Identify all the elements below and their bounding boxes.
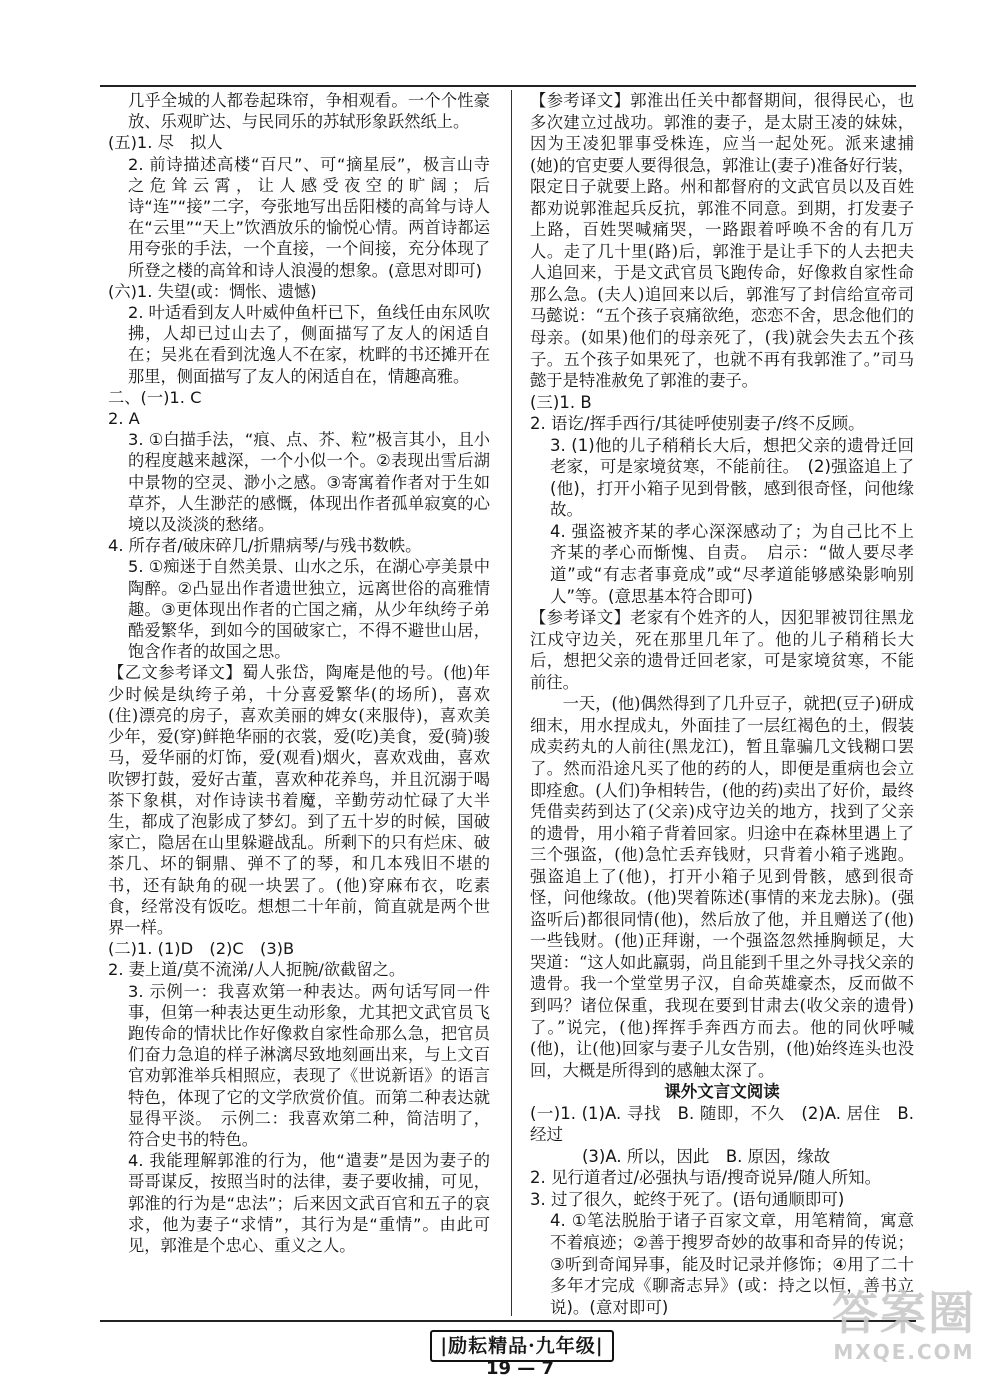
page-number: 19 — 7 [485,1358,555,1379]
left-paragraph: 4. 所存者/破床碎几/折鼎病琴/与残书数帙。 [108,536,422,556]
right-paragraph: 2. 见行道者过/必强执与语/搜奇说异/随人所知。 [530,1168,882,1188]
column-divider [511,90,512,1316]
right-paragraph: 【参考译文】郭淮出任关中都督期间，很得民心，也多次建立过战功。郭淮的妻子，是太尉王凌的妹妹，因为王凌犯罪事受株连，应当一起处死。派来逮捕(她)的官吏要人要得很急，郭淮让(妻子)准备好行装，限定日子就要上路。州和都督府的文武官员以及百姓都劝说郭淮起兵反抗，郭淮不同意。到期，打发妻子上路，百姓哭喊痛哭，一路跟着呼唤不舍的有几万人。走了几十里(路)后，郭淮于是让手下的人去把夫人追回来，于是文武官员飞跑传命，好像救自家性命那么急。(夫人)追回来以后，郭淮写了封信给宣帝司马懿说：“五个孩子哀痛欲绝，恋恋不舍，思念他们的母亲。(如果)他们的母亲死了，(我)就会失去五个孩子。五个孩子如果死了，也就不再有我郭淮了。”司马懿于是特准赦免了郭淮的妻子。 [530,91,914,391]
right-paragraph: (3)A. 所以，因此 B. 原因，缘故 [582,1146,831,1166]
right-paragraph: 3. 过了很久，蛇终于死了。(语句通顺即可) [530,1189,845,1209]
left-paragraph: 几乎全城的人都卷起珠帘，争相观看。一个个性豪放、乐观旷达、与民同乐的苏轼形象跃然纸上。 [128,91,490,132]
watermark-text: 答案圈 [832,1286,976,1340]
right-column [530,90,914,1318]
right-paragraph: (三)1. B [530,392,592,412]
right-paragraph: 【参考译文】老家有个姓齐的人，因犯罪被罚往黑龙江戍守边关，死在那里几年了。他的儿子稍稍长大后，想把父亲的遗骨迁回老家，可是家境贫寒，不能前往。 [530,608,914,692]
left-paragraph: 【乙文参考译文】蜀人张岱，陶庵是他的号。(他)年少时候是纨绔子弟，十分喜爱繁华(的场所)，喜欢(住)漂亮的房子，喜欢美丽的婢女(来服侍)，喜欢美少年，爱(穿)鲜艳华丽的衣裳，爱(吃)美食，爱(骑)骏马，爱华丽的灯饰，爱(观看)烟火，喜欢戏曲，喜欢吹锣打鼓，爱好古董，喜欢种花养鸟，并且沉溺于喝茶下象棋，对作诗读书着魔，辛勤劳动忙碌了大半生，都成了泡影成了梦幻。到了五十岁的时候，国破家亡，隐居在山里躲避战乱。所剩下的只有烂床、破茶几、坏的铜鼎、弹不了的琴，和几本残旧不堪的书，还有缺角的砚一块罢了。(他)穿麻布衣，吃素食，经常没有饭吃。想想二十年前，简直就是两个世界一样。 [108,663,490,937]
left-column [108,90,490,1256]
left-paragraph: 二、(一)1. C [108,387,202,407]
bottom-rule [100,1320,916,1322]
right-paragraph: (一)1. (1)A. 寻找 B. 随即，不久 (2)A. 居住 B. 经过 [530,1103,914,1145]
left-paragraph: 2. A [108,409,140,429]
watermark-logo [808,1286,1000,1386]
left-paragraph: 5. ①痴迷于自然美景、山水之乐，在湖心亭美景中陶醉。②凸显出作者遗世独立，远离世俗的高雅情趣。③更体现出作者的亡国之痛，从少年纨绔子弟酷爱繁华，到如今的国破家亡，不得不避世山居，饱含作者的故国之思。 [128,557,490,662]
right-paragraph: 3. (1)他的儿子稍稍长大后，想把父亲的遗骨迁回老家，可是家境贫寒，不能前往。 (2)强盗追上了(他)，打开小箱子见到骨骸，感到很奇怪，问他缘故。 [550,435,914,520]
left-paragraph: (二)1. (1)D (2)C (3)B [108,939,295,959]
left-paragraph: (六)1. 失望(或：惆怅、遗憾) [108,281,317,301]
right-paragraph: 4. ①笔法脱胎于诸子百家文章，用笔精简，寓意不着痕迹；②善于搜罗奇妙的故事和奇异的传说；③听到奇闻异事，能及时记录并修饰；④用了二十多年才完成《聊斋志异》(或：持之以恒，善书立说)。(意对即可) [550,1211,914,1317]
left-paragraph: 4. 我能理解郭淮的行为，他“遣妻”是因为妻子的哥哥谋反，按照当时的法律，妻子要收捕，可见，郭淮的行为是“忠法”；后来因文武百官和五子的哀求，他为妻子“求情”，其行为是“重情”。由此可见，郭淮是个忠心、重义之人。 [128,1151,490,1255]
footer-brand: |励耘精品·九年级| [430,1330,614,1362]
right-paragraph: 课外文言文阅读 [664,1082,780,1102]
right-paragraph: 2. 语讫/挥手西行/其徒呼使别妻子/终不反顾。 [530,414,865,434]
right-paragraph: 一天，(他)偶然得到了几升豆子，就把(豆子)研成细末，用水捏成丸，外面挂了一层红褐色的土，假装成卖药丸的人前往(黑龙江)，暂且靠骗几文钱糊口罢了。然而沿途凡买了他的药的人，即便是重病也会立即痊愈。(人们)争相转告，(他的药)卖出了好价，最终凭借卖药到达了(父亲)戍守边关的地方，找到了父亲的遗骨，用小箱子背着回家。归途中在森林里遇上了三个强盗，(他)急忙丢弃钱财，只背着小箱子逃跑。强盗追上了(他)，打开小箱子见到骨骸，感到很奇怪，问他缘故。(他)哭着陈述(事情的来龙去脉)。(强盗听后)都很同情(他)，然后放了他，并且赠送了(他)一些钱财。(他)正拜谢，一个强盗忽然捶胸顿足，大哭道：“这人如此羸弱，尚且能到千里之外寻找父亲的遗骨。我一个堂堂男子汉，自命英雄豪杰，反而做不到吗？诸位保重，我现在要到甘肃去(收父亲的遗骨)了。”说完，(他)挥挥手奔西方而去。他的同伙呼喊(他)，让(他)回家与妻子儿女告别，(他)始终连头也没回，大概是所得到的感触太深了。 [530,694,914,1080]
left-paragraph: 2. 前诗描述高楼“百尺”、可“摘星辰”，极言山寺之危耸云霄，让人感受夜空的旷阔；后诗“连”“接”二字，夸张地写出岳阳楼的高耸与诗人在“云里”“天上”饮酒放乐的愉悦心情。两首诗都运用夸张的手法，一个直接，一个间接，充分体现了所登之楼的高耸和诗人浪漫的想象。(意思对即可) [128,154,490,280]
left-paragraph: (五)1. 尽 拟人 [108,133,223,153]
right-paragraph: 4. 强盗被齐某的孝心深深感动了；为自己比不上齐某的孝心而惭愧、自责。 启示：“做人要尽孝道”或“有志者事竟成”或“尽孝道能够感染影响别人”等。(意思基本符合即可) [550,521,914,606]
left-paragraph: 2. 妻上道/莫不流涕/人人扼腕/欲截留之。 [108,960,406,980]
left-paragraph: 2. 叶适看到友人叶威仲鱼杆已下，鱼线任由东风吹拂，人却已过山去了，侧面描写了友人的闲适自在；吴兆在看到沈逸人不在家，枕畔的书还摊开在那里，侧面描写了友人的闲适自在，情趣高雅。 [128,303,490,386]
left-paragraph: 3. ①白描手法，“痕、点、芥、粒”极言其小，且小的程度越来越深，一个小似一个。②表现出雪后湖中景物的空灵、渺小之感。③寄寓着作者对于生如草芥，人生渺茫的感慨，体现出作者孤单寂寞的心境以及淡淡的愁绪。 [128,430,490,535]
watermark-url: MXQE.COM [833,1340,975,1364]
left-paragraph: 3. 示例一：我喜欢第一种表达。两句话写同一件事，但第一种表达更生动形象，尤其把文武官员飞跑传命的情状比作好像救自家性命那么急，把官员们奋力急追的样子淋漓尽致地刻画出来，与上文百官劝郭淮举兵相照应，表现了《世说新语》的语言特色，体现了它的文学欣赏价值。而第二种表达就显得平淡。 示例二：我喜欢第二种，简洁明了，符合史书的特色。 [128,981,490,1149]
top-rule [100,85,916,87]
